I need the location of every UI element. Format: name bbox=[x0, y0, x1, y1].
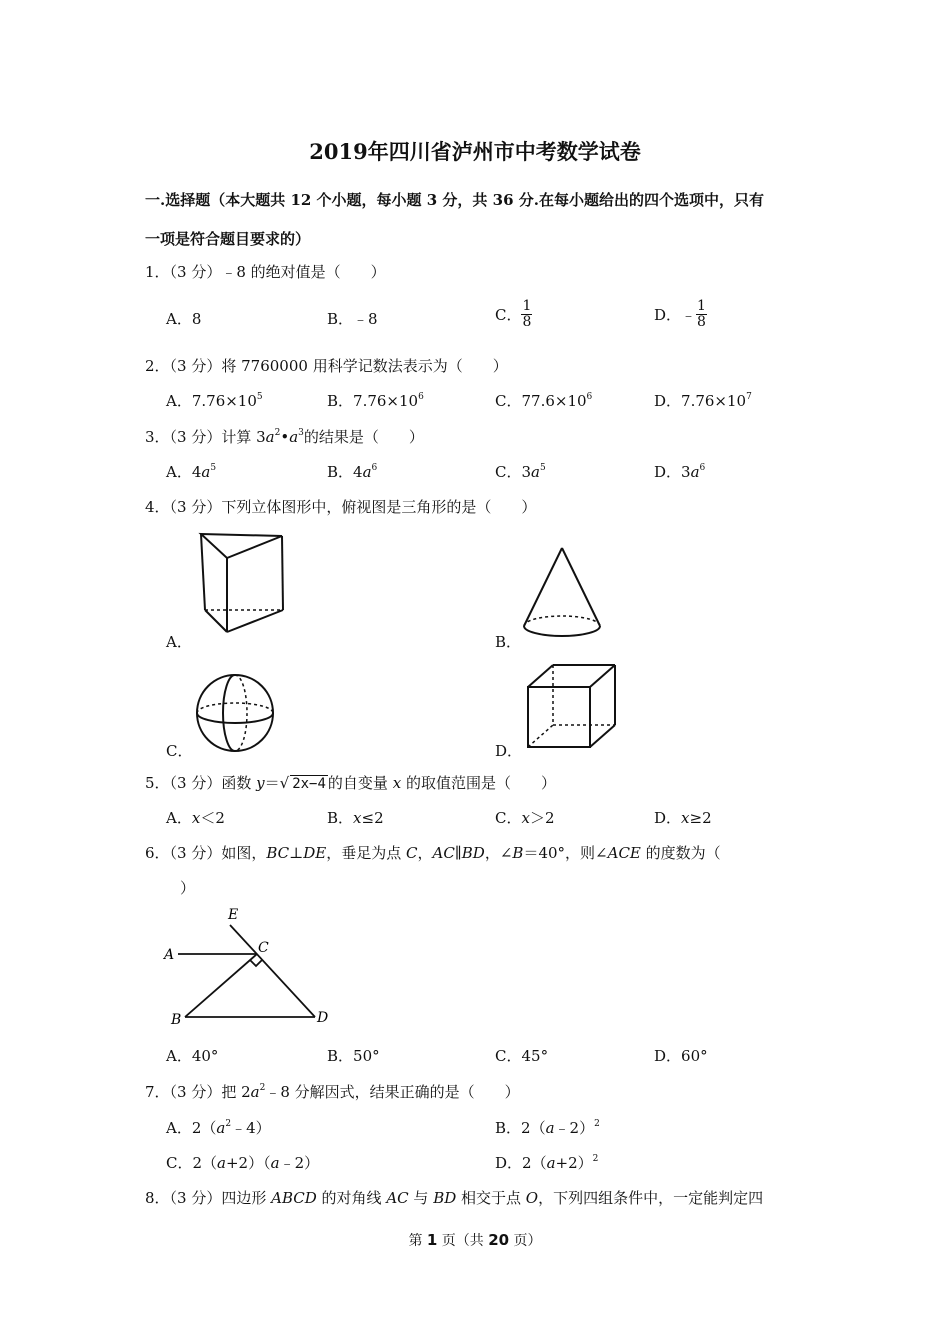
section-heading-line1: 一.选择题（本大题共 12 个小题，每小题 3 分，共 36 分.在每小题给出的四个选项中，只有 bbox=[145, 191, 764, 209]
page-number: 1 bbox=[426, 1231, 438, 1249]
q7-option-b: B．2（a﹣2）$^2$ bbox=[495, 1119, 600, 1137]
q4-option-d: D． bbox=[495, 742, 523, 760]
q5-option-b: B．x≤2 bbox=[327, 809, 384, 827]
total-pages: 20 bbox=[488, 1231, 510, 1249]
q6-option-b: B．50° bbox=[327, 1047, 380, 1065]
q3-option-d: D．$3a^6$ bbox=[654, 463, 706, 481]
q6-geometry-figure bbox=[160, 905, 340, 1030]
question-1: 1．（3 分）﹣8 的绝对值是（ ） bbox=[145, 263, 386, 281]
q2-option-c: C．$77.6\times 10^6$ bbox=[495, 392, 593, 410]
q2-option-b: B．$7.76\times 10^6$ bbox=[327, 392, 424, 410]
question-3: 3．（3 分）计算 $3a^2•a^3$的结果是（ ） bbox=[145, 428, 424, 446]
question-7: 7．（3 分）把 $2a^2﹣8$ 分解因式，结果正确的是（ ） bbox=[145, 1083, 520, 1101]
cube-figure bbox=[525, 662, 620, 752]
q2-option-d: D．$7.76\times 10^7$ bbox=[654, 392, 752, 410]
cone-figure bbox=[520, 545, 605, 640]
q1-option-c: C． $\frac{1}{8}$ bbox=[495, 298, 532, 330]
q4-option-c: C． bbox=[166, 742, 193, 760]
fraction: $\frac{1}{8}$ bbox=[697, 298, 706, 330]
q5-option-d: D．x≥2 bbox=[654, 809, 712, 827]
q3-option-b: B．$4a^6$ bbox=[327, 463, 378, 481]
radicand: 2x−4 bbox=[292, 776, 326, 792]
q3-option-a: A．$4a^5$ bbox=[166, 463, 217, 481]
q1-option-a: A．8 bbox=[166, 310, 202, 328]
section-heading-line2: 一项是符合题目要求的） bbox=[145, 230, 311, 248]
question-8: 8．（3 分）四边形 ABCD 的对角线 AC 与 BD 相交于点 O，下列四组条件中，一定能判定四 bbox=[145, 1189, 764, 1207]
label-c: C bbox=[258, 940, 269, 956]
q4-option-a: A． bbox=[166, 633, 192, 651]
q3-option-c: C．$3a^5$ bbox=[495, 463, 546, 481]
question-5: 5．（3 分）函数 y＝√ 2x−4 的自变量 x 的取值范围是（ ） bbox=[145, 774, 556, 792]
label-a: A bbox=[164, 947, 175, 963]
q5-option-c: C．x＞2 bbox=[495, 809, 555, 827]
question-4: 4．（3 分）下列立体图形中，俯视图是三角形的是（ ） bbox=[145, 498, 537, 516]
q7-option-d: D．$2(a+2)^2$ bbox=[495, 1154, 599, 1172]
q6-option-d: D．60° bbox=[654, 1047, 708, 1065]
q7-option-c: C．2（a+2）（a﹣2） bbox=[166, 1154, 320, 1172]
fraction: $\frac{1}{8}$ bbox=[522, 298, 532, 330]
q1-option-d: D．﹣ $\frac{1}{8}$ bbox=[654, 298, 706, 330]
label-b: B bbox=[171, 1012, 182, 1028]
sphere-figure bbox=[193, 671, 277, 755]
q2-option-a: A．$7.76\times 10^5$ bbox=[166, 392, 263, 410]
q4-option-b: B． bbox=[495, 633, 522, 651]
radical-sign: √ bbox=[279, 774, 290, 792]
label-d: D bbox=[317, 1010, 329, 1026]
label-e: E bbox=[228, 907, 239, 923]
question-6-line2: ） bbox=[180, 879, 196, 897]
page-title: 2019年四川省泸州市中考数学试卷 bbox=[309, 139, 641, 164]
q6-option-a: A．40° bbox=[166, 1047, 219, 1065]
question-2: 2．（3 分）将 7760000 用科学记数法表示为（ ） bbox=[145, 357, 508, 375]
page-footer: 第 1 页（共 20 页） bbox=[408, 1231, 542, 1249]
triangular-prism-figure bbox=[195, 528, 290, 638]
q6-option-c: C．45° bbox=[495, 1047, 549, 1065]
q5-option-a: A．x＜2 bbox=[166, 809, 225, 827]
q7-option-a: A．$2(a^2﹣4)$ bbox=[166, 1119, 271, 1137]
q1-option-b: B．﹣8 bbox=[327, 310, 378, 328]
question-6: 6．（3 分）如图，BC⊥DE，垂足为点 C，AC∥BD，∠B＝40°，则∠ACE 的度数为（ bbox=[145, 844, 721, 862]
